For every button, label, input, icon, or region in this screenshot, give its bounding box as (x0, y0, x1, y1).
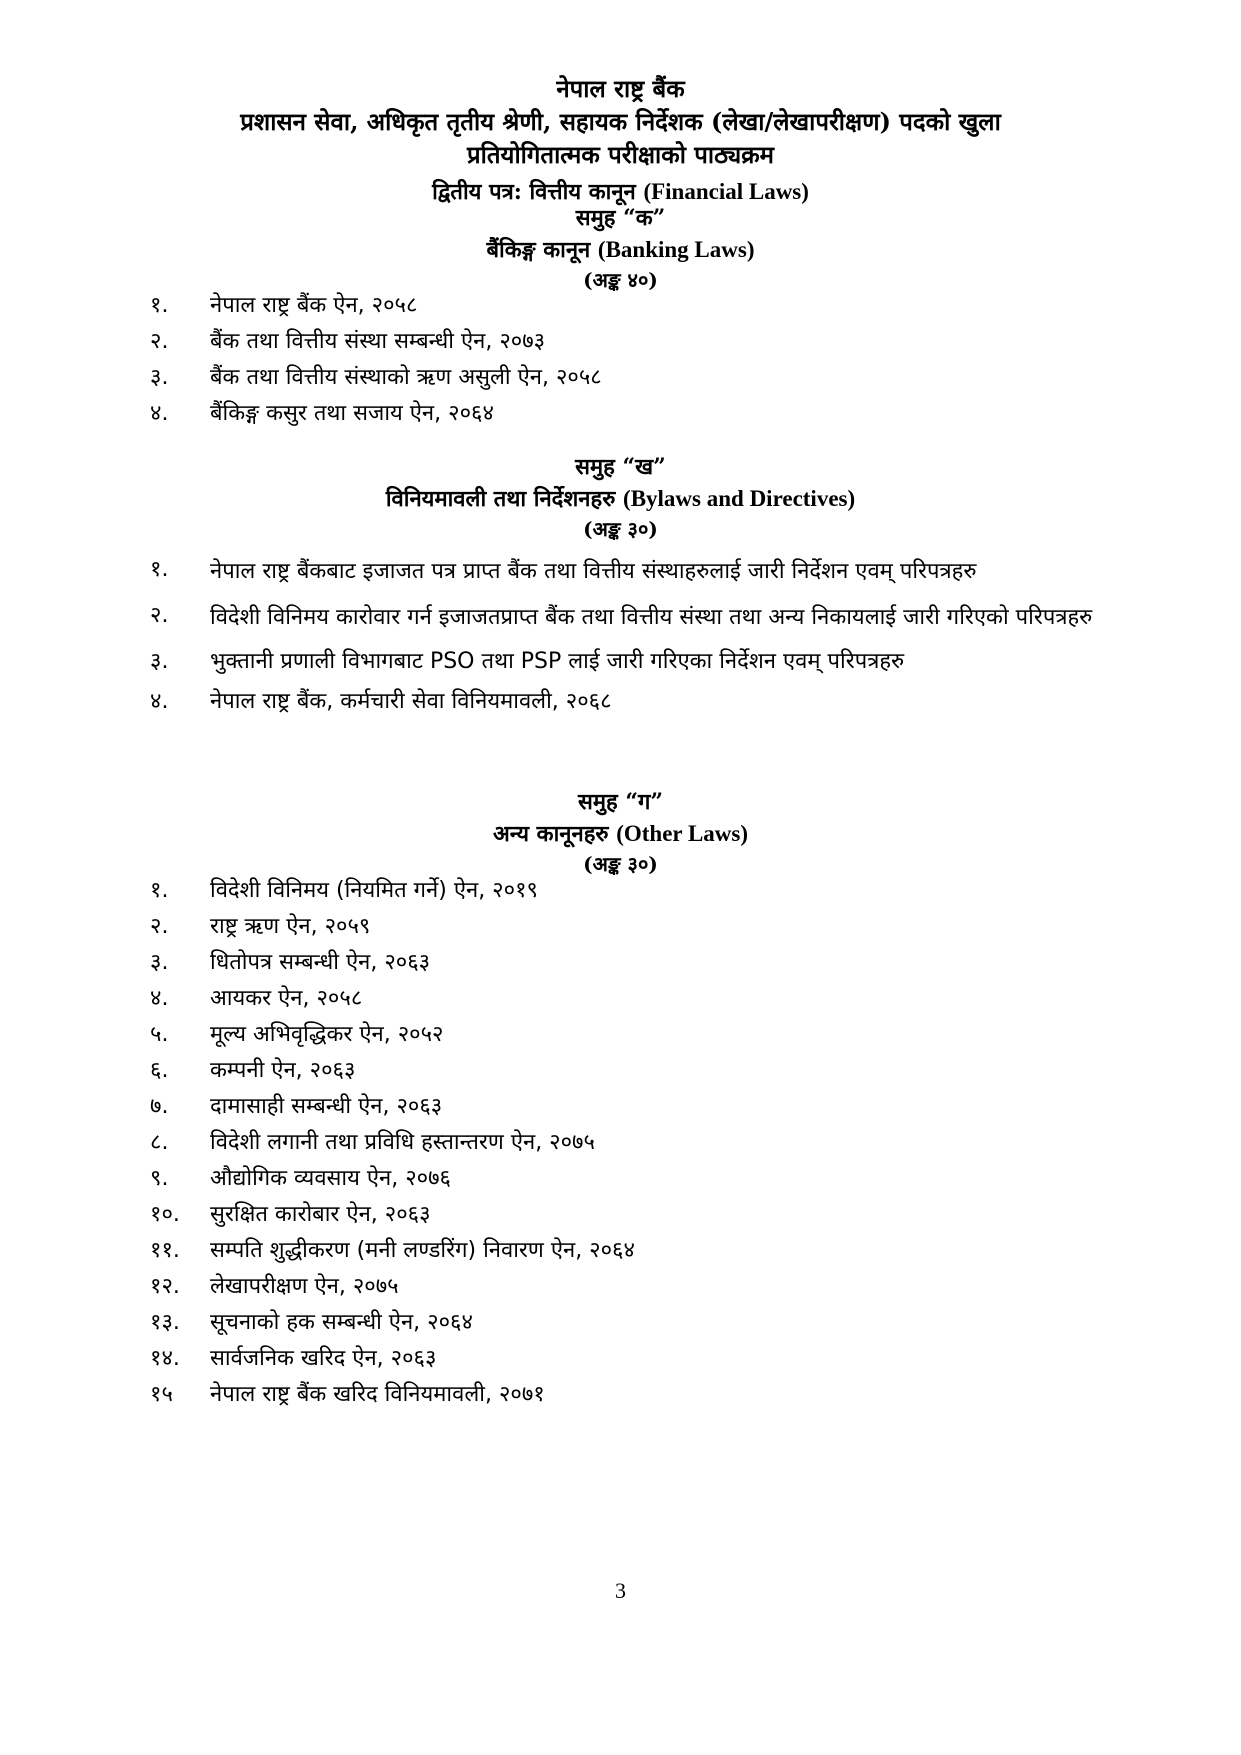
list-item (0, 1377, 1241, 1413)
group-c-marks: (अङ्क ३०) (583, 852, 658, 876)
item-text: धितोपत्र सम्बन्धी ऐन, २०६३ (210, 950, 431, 975)
item-text: राष्ट्र ऋण ऐन, २०५९ (210, 914, 371, 939)
item-text: सुरक्षित कारोबार ऐन, २०६३ (210, 1202, 431, 1227)
item-text: लेखापरीक्षण ऐन, २०७५ (210, 1274, 399, 1299)
item-number: १२. (150, 1274, 180, 1299)
item-text: नेपाल राष्ट्र बैंक ऐन, २०५८ (210, 293, 418, 318)
list-item (0, 1053, 1241, 1089)
group-b-marks: (अङ्क ३०) (583, 517, 658, 541)
paper-title-en: (Financial Laws) (643, 179, 809, 204)
item-number: ६. (150, 1058, 169, 1083)
item-text: भुक्तानी प्रणाली विभागबाट PSO तथा PSP लाई जारी गरिएका निर्देशन एवम् परिपत्रहरु (210, 649, 905, 674)
list-item (0, 396, 1241, 432)
item-text: सूचनाको हक सम्बन्धी ऐन, २०६४ (210, 1310, 473, 1335)
list-item (0, 598, 1241, 638)
item-number: ३. (150, 365, 169, 390)
post-title: प्रशासन सेवा, अधिकृत तृतीय श्रेणी, सहायक निर्देशक (लेखा/लेखापरीक्षण) पदको खुला (240, 107, 1001, 136)
list-item (0, 360, 1241, 396)
group-a-title-np: बैंकिङ्ग कानून (486, 237, 591, 263)
item-number: ११. (150, 1238, 180, 1263)
item-number: २. (150, 914, 169, 939)
list-item (0, 981, 1241, 1017)
list-item (0, 1017, 1241, 1053)
paper-title-np: द्वितीय पत्र: वित्तीय कानून (432, 179, 636, 205)
item-number: ५. (150, 1022, 169, 1047)
item-text: बैंक तथा वित्तीय संस्थाको ऋण असुली ऐन, २०५८ (210, 365, 602, 390)
item-number: १०. (150, 1202, 180, 1227)
item-text: सार्वजनिक खरिद ऐन, २०६३ (210, 1346, 437, 1371)
item-text: कम्पनी ऐन, २०६३ (210, 1058, 356, 1083)
list-item (0, 1197, 1241, 1233)
group-a-list (0, 288, 1241, 432)
group-b-title-en: (Bylaws and Directives) (623, 486, 856, 511)
group-b-list (0, 552, 1241, 720)
list-item (0, 909, 1241, 945)
page-number: 3 (615, 1578, 626, 1603)
list-item (0, 324, 1241, 360)
group-b-heading (0, 452, 1241, 543)
list-item (0, 1305, 1241, 1341)
list-item (0, 1269, 1241, 1305)
item-number: ४. (150, 986, 169, 1011)
group-a-heading (0, 203, 1241, 294)
item-text: औद्योगिक व्यवसाय ऐन, २०७६ (210, 1166, 451, 1191)
item-text: आयकर ऐन, २०५८ (210, 986, 363, 1011)
item-number: २. (150, 329, 169, 354)
item-text: विदेशी विनिमय (नियमित गर्ने) ऐन, २०१९ (210, 878, 538, 903)
item-text: मूल्य अभिवृद्धिकर ऐन, २०५२ (210, 1022, 444, 1047)
list-item (0, 552, 1241, 592)
item-number: १. (150, 557, 169, 582)
item-number: १. (150, 293, 169, 318)
group-c-heading (0, 787, 1241, 878)
item-number: १३. (150, 1310, 180, 1335)
item-text: बैंकिङ्ग कसुर तथा सजाय ऐन, २०६४ (210, 401, 494, 426)
item-text: नेपाल राष्ट्र बैंकबाट इजाजत पत्र प्राप्त बैंक तथा वित्तीय संस्थाहरुलाई जारी निर्देशन एवम् परिपत्रहरु (210, 559, 977, 584)
item-number: ७. (150, 1094, 169, 1119)
group-c-title-np: अन्य कानूनहरु (492, 821, 609, 847)
item-number: १. (150, 878, 169, 903)
item-number: १४. (150, 1346, 180, 1371)
item-text: विदेशी विनिमय कारोवार गर्न इजाजतप्राप्त बैंक तथा वित्तीय संस्था तथा अन्य निकायलाई जारी गरिएको परिपत्रहरु (210, 605, 1093, 630)
item-number: ८. (150, 1130, 169, 1155)
document-header (0, 72, 1241, 171)
item-text: नेपाल राष्ट्र बैंक, कर्मचारी सेवा विनियमावली, २०६८ (210, 689, 612, 714)
group-b-title-np: विनियमावली तथा निर्देशनहरु (385, 486, 616, 512)
list-item (0, 1233, 1241, 1269)
list-item (0, 1161, 1241, 1197)
group-c-list (0, 873, 1241, 1413)
item-number: १५ (150, 1382, 173, 1407)
list-item (0, 1089, 1241, 1125)
group-c-title-en: (Other Laws) (616, 821, 749, 846)
item-text: विदेशी लगानी तथा प्रविधि हस्तान्तरण ऐन, २०७५ (210, 1130, 595, 1155)
list-item (0, 288, 1241, 324)
group-a-title-en: (Banking Laws) (597, 237, 755, 262)
org-name: नेपाल राष्ट्र बैंक (556, 74, 685, 103)
list-item (0, 1125, 1241, 1161)
list-item (0, 945, 1241, 981)
list-item (0, 873, 1241, 909)
item-text: नेपाल राष्ट्र बैंक खरिद विनियमावली, २०७१ (210, 1382, 545, 1407)
item-number: ४. (150, 401, 169, 426)
item-number: ४. (150, 689, 169, 714)
group-c-label: समुह “ग” (577, 789, 664, 815)
item-number: ३. (150, 950, 169, 975)
list-item (0, 1341, 1241, 1377)
item-number: २. (150, 603, 169, 628)
item-number: ३. (150, 649, 169, 674)
item-text: दामासाही सम्बन्धी ऐन, २०६३ (210, 1094, 443, 1119)
item-text: बैंक तथा वित्तीय संस्था सम्बन्धी ऐन, २०७३ (210, 329, 546, 354)
list-item (0, 684, 1241, 720)
group-a-marks: (अङ्क ४०) (583, 268, 658, 292)
item-number: ९. (150, 1166, 169, 1191)
list-item (0, 644, 1241, 680)
group-b-label: समुह “ख” (575, 454, 666, 480)
syllabus-title: प्रतियोगितात्मक परीक्षाको पाठ्यक्रम (466, 140, 774, 169)
group-a-label: समुह “क” (575, 205, 666, 231)
item-text: सम्पति शुद्धीकरण (मनी लण्डरिंग) निवारण ऐन, २०६४ (210, 1238, 635, 1263)
